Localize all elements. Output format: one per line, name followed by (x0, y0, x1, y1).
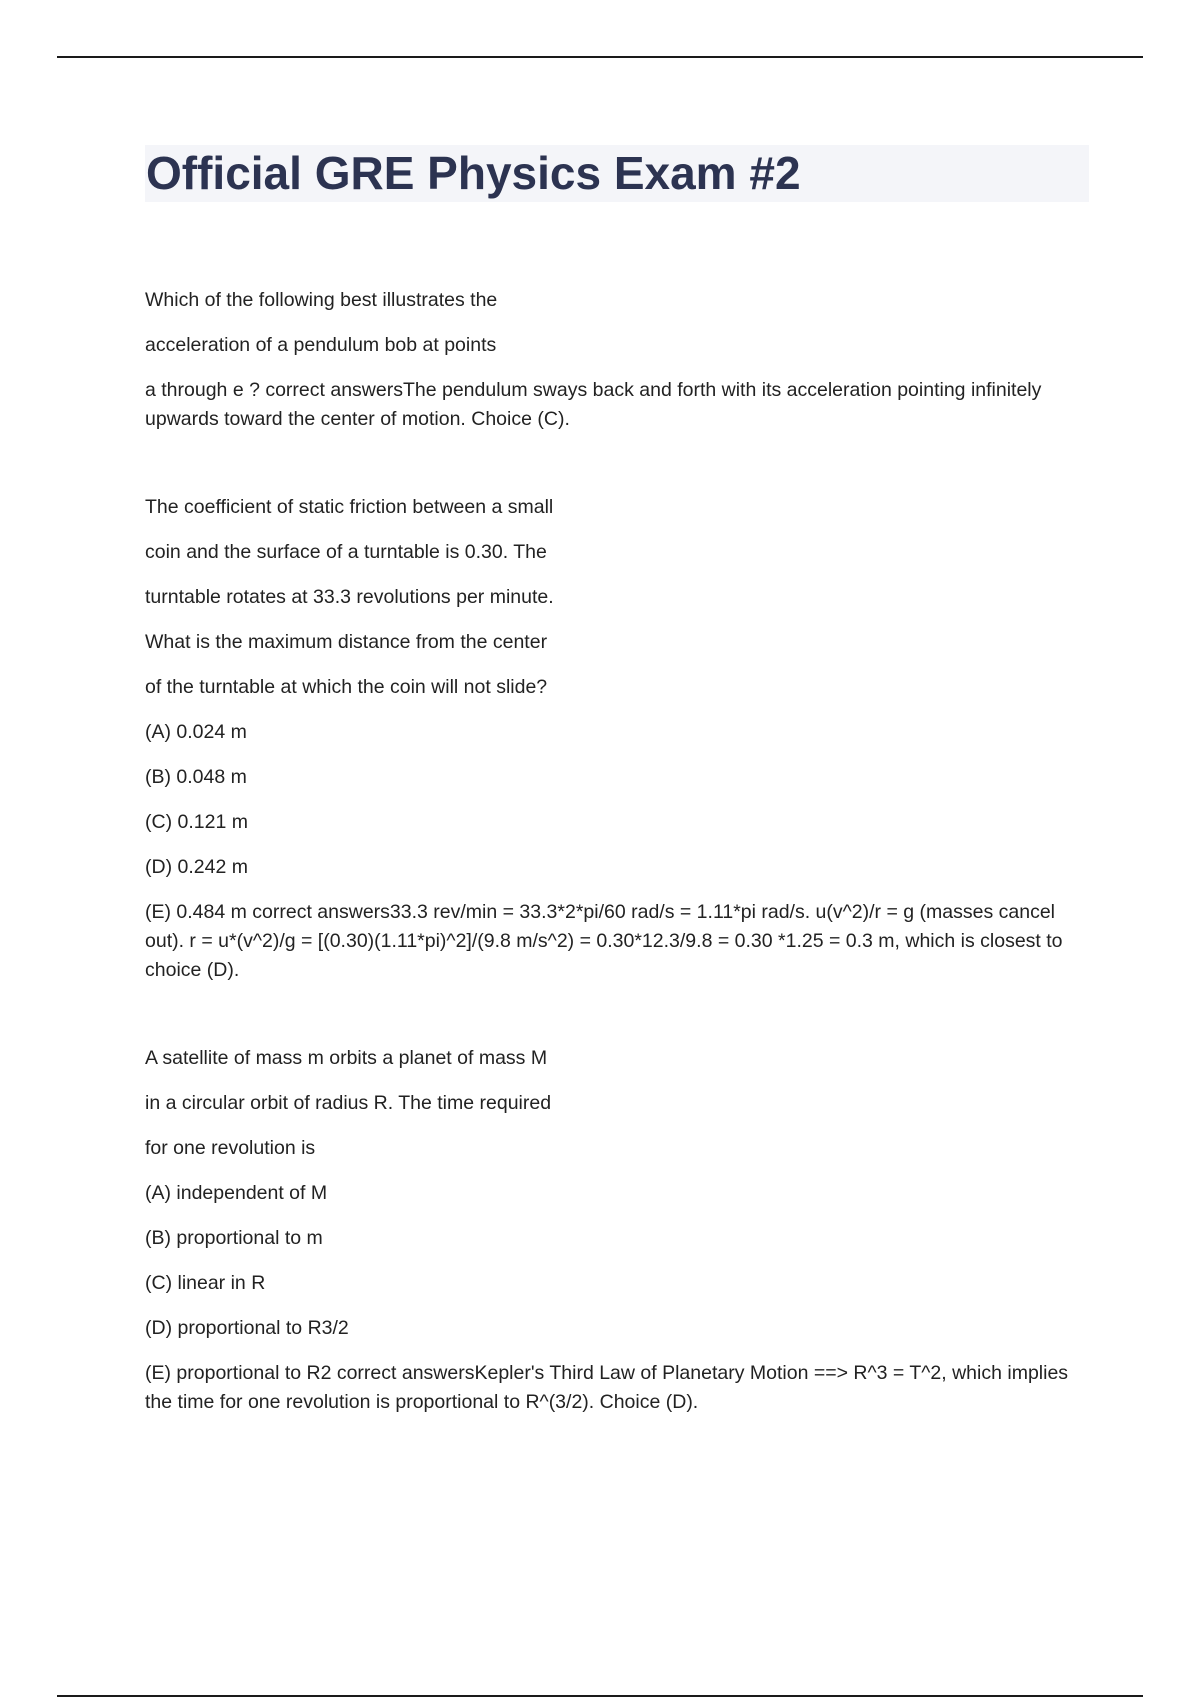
answer-text: (E) proportional to R2 correct answersKepler's Third Law of Planetary Motion ==> R^3 = T^2, which implies the time for one revolution is proportional to R^(3/2). Choice (D). (145, 1362, 1069, 1413)
question-block-3 (145, 1044, 1090, 1417)
choice-line: (C) 0.121 m (145, 811, 248, 833)
answer-text: a through e ? correct answersThe pendulum sways back and forth with its acceleration pointing infinitely upwards toward the center of motion. Choice (C). (145, 379, 1042, 430)
document-body (145, 286, 1090, 1476)
choice-line: (A) 0.024 m (145, 721, 247, 743)
choice-line: (B) 0.048 m (145, 766, 247, 788)
choice-line: (D) 0.242 m (145, 856, 248, 878)
answer-text: (E) 0.484 m correct answers33.3 rev/min = 33.3*2*pi/60 rad/s = 1.11*pi rad/s. u(v^2)/r = g (masses cancel out). r = u*(v^2)/g = [(0.30)(1.11*pi)^2]/(9.8 m/s^2) = 0.30*12.3/9.8 = 0.30 *1.25 = 0.3 m, which is closest to choice (D). (145, 901, 1063, 981)
question-line: turntable rotates at 33.3 revolutions per minute. (145, 586, 554, 608)
choice-line: (C) linear in R (145, 1272, 266, 1294)
question-line: in a circular orbit of radius R. The time required (145, 1092, 552, 1114)
question-line: of the turntable at which the coin will not slide? (145, 676, 548, 698)
question-block-1 (145, 286, 1090, 434)
top-rule (57, 56, 1143, 58)
choice-line: (A) independent of M (145, 1182, 328, 1204)
question-line: coin and the surface of a turntable is 0.30. The (145, 541, 547, 563)
question-line: Which of the following best illustrates the (145, 289, 498, 311)
question-block-2 (145, 493, 1090, 985)
question-line: acceleration of a pendulum bob at points (145, 334, 497, 356)
question-line: A satellite of mass m orbits a planet of mass M (145, 1047, 548, 1069)
page-title: Official GRE Physics Exam #2 (146, 147, 801, 199)
question-line: The coefficient of static friction between a small (145, 496, 554, 518)
choice-line: (D) proportional to R3/2 (145, 1317, 349, 1339)
choice-line: (B) proportional to m (145, 1227, 323, 1249)
bottom-rule (57, 1695, 1143, 1697)
question-line: for one revolution is (145, 1137, 316, 1159)
question-line: What is the maximum distance from the center (145, 631, 548, 653)
